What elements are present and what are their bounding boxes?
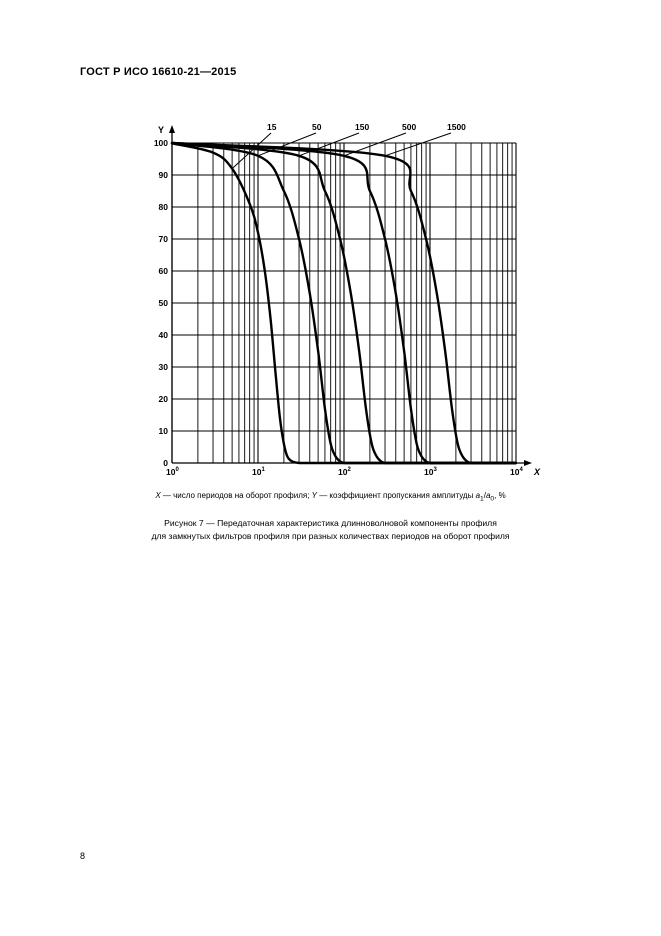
x-tick-base: 10 (510, 467, 520, 477)
caption-line-1: Рисунок 7 — Передаточная характеристика длинноволновой компоненты профиля (164, 518, 497, 528)
x-tick-label (166, 467, 179, 477)
x-description: — число периодов на оборот профиля; (160, 491, 312, 500)
x-tick-base: 10 (338, 467, 348, 477)
y-tick-label: 10 (158, 426, 168, 436)
x-tick-label (510, 467, 523, 477)
y-tick-label: 60 (158, 266, 168, 276)
document-header: ГОСТ Р ИСО 16610-21—2015 (80, 66, 237, 78)
x-tick-label (252, 467, 265, 477)
y-tick-label: 80 (158, 202, 168, 212)
x-axis-label: X (534, 467, 541, 477)
x-tick-exponent: 2 (347, 467, 351, 473)
x-tick-base: 10 (252, 467, 262, 477)
x-tick-base: 10 (424, 467, 434, 477)
y-axis-arrow (169, 125, 175, 133)
series-label: 1500 (447, 122, 466, 132)
y-tick-label: 20 (158, 394, 168, 404)
y-tick-label: 50 (158, 298, 168, 308)
page-number: 8 (80, 851, 86, 861)
y-tick-label: 0 (163, 458, 168, 468)
caption-line-2: для замкнутых фильтров профиля при разных количествах периодов на оборот профиля (151, 531, 510, 541)
y-tick-label: 40 (158, 330, 168, 340)
unit: , % (494, 491, 506, 500)
ratio-sub1: 1 (480, 495, 484, 503)
x-tick-base: 10 (166, 467, 176, 477)
x-tick-exponent: 4 (519, 467, 523, 473)
series-label: 500 (402, 122, 417, 132)
x-tick-label (338, 467, 351, 477)
series-leader-line (385, 133, 451, 156)
x-tick-exponent: 0 (175, 467, 179, 473)
x-tick-exponent: 1 (261, 467, 265, 473)
y-axis-label: Y (158, 125, 165, 135)
y-tick-label: 70 (158, 234, 168, 244)
y-tick-label: 30 (158, 362, 168, 372)
series-label: 15 (267, 122, 277, 132)
series-leader-line (344, 133, 406, 156)
y-description: — коэффициент пропускания амплитуды (316, 491, 476, 500)
figure-caption (0, 517, 661, 543)
series-label: 150 (355, 122, 370, 132)
x-symbol: X (155, 491, 161, 500)
x-axis-arrow (524, 460, 532, 466)
ratio-slash: / (483, 491, 486, 500)
chart-grid (172, 143, 516, 463)
ratio-sub0: 0 (490, 495, 495, 503)
ratio-a1: a (475, 491, 481, 500)
x-tick-label (424, 467, 437, 477)
y-tick-label: 100 (153, 138, 168, 148)
y-symbol: Y (311, 491, 317, 500)
y-tick-label: 90 (158, 170, 168, 180)
axis-legend (0, 491, 661, 503)
ratio-a0: a (485, 491, 491, 500)
x-tick-exponent: 3 (433, 467, 437, 473)
series-label: 50 (312, 122, 322, 132)
